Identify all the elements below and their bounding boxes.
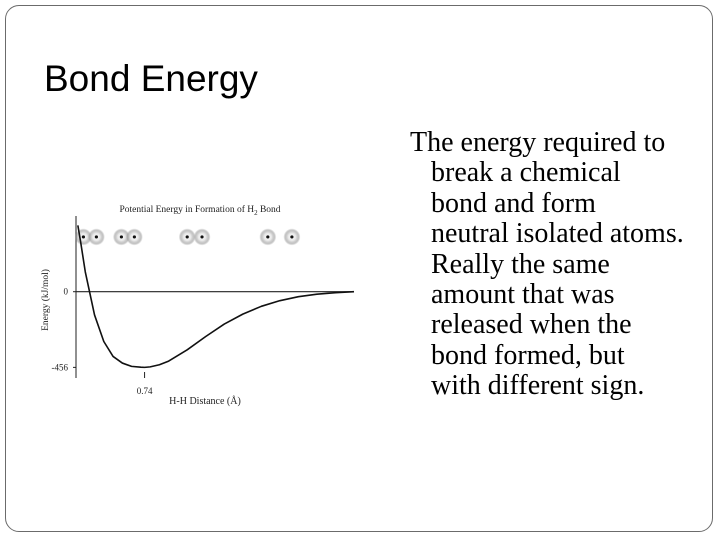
- nucleus-dot: [82, 235, 85, 238]
- potential-energy-chart: [36, 196, 364, 410]
- body-line: The energy required to: [410, 127, 666, 158]
- slide-title: Bond Energy: [44, 58, 258, 99]
- nucleus-dot: [200, 235, 203, 238]
- potential-energy-curve: [78, 225, 354, 367]
- x-axis-label: H-H Distance (Å): [169, 396, 241, 407]
- nucleus-dot: [186, 235, 189, 238]
- nucleus-dot: [120, 235, 123, 238]
- nucleus-dot: [290, 235, 293, 238]
- body-line: bond formed, but: [431, 339, 625, 371]
- chart-title: Potential Energy in Formation of $H_2$ Bond: [119, 205, 281, 217]
- nucleus-dot: [266, 235, 269, 238]
- body-line: break a chemical: [431, 157, 621, 189]
- body-line: amount that was: [431, 279, 615, 311]
- x-tick-label: 0.74: [136, 386, 153, 396]
- body-line: released when the: [431, 309, 632, 341]
- body-line: with different sign.: [431, 370, 645, 402]
- body-line: Really the same: [431, 248, 610, 280]
- chart-layer: [40, 216, 354, 407]
- y-tick-label: 0: [63, 286, 68, 297]
- y-axis-label: Energy (kJ/mol): [41, 269, 51, 331]
- nucleus-dot: [95, 235, 98, 238]
- y-tick-label: -456: [51, 362, 68, 373]
- body-line: bond and form: [431, 187, 596, 219]
- nucleus-dot: [133, 235, 136, 238]
- chart-svg: [36, 196, 364, 410]
- body-line: neutral isolated atoms.: [431, 218, 684, 250]
- body-text: [410, 128, 715, 402]
